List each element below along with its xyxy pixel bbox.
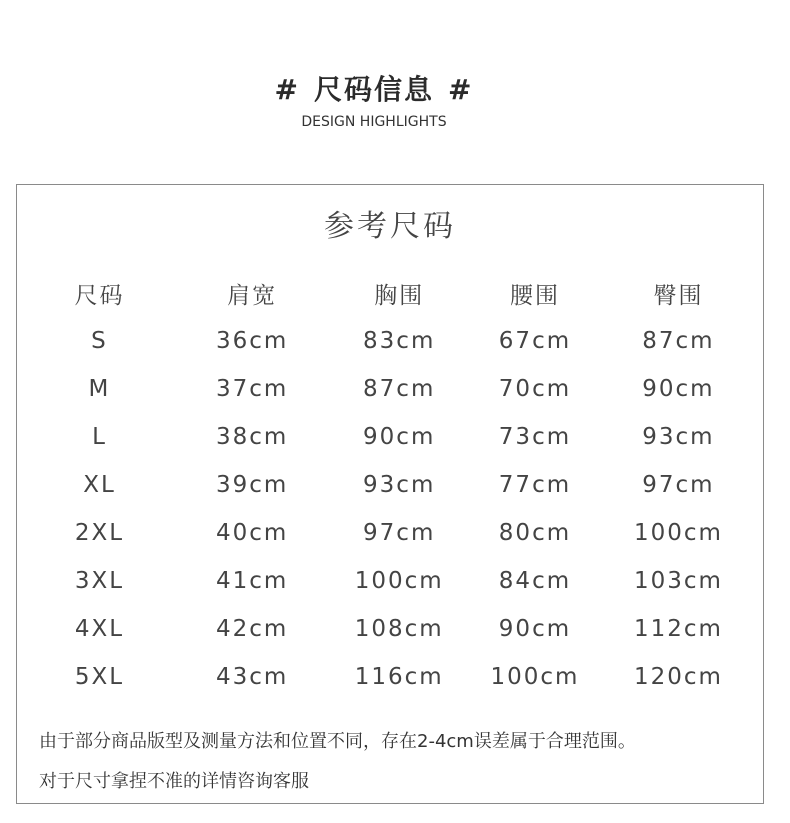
- hash-left-icon: #: [274, 73, 300, 106]
- hip-cell: 103cm: [633, 568, 723, 594]
- size-cell: S: [91, 328, 108, 354]
- chest-cell: 100cm: [354, 568, 444, 594]
- shoulder-cell: 38cm: [215, 424, 289, 450]
- section-title: [0, 70, 748, 110]
- size-table: [17, 269, 763, 701]
- waist-cell: 100cm: [490, 664, 580, 690]
- waist-cell: 80cm: [498, 520, 572, 546]
- customer-service-note: 对于尺寸拿捏不准的详情咨询客服: [39, 771, 309, 792]
- hip-cell: 100cm: [633, 520, 723, 546]
- size-cell: 2XL: [74, 520, 125, 546]
- chest-cell: 108cm: [354, 616, 444, 642]
- waist-cell: 67cm: [498, 328, 572, 354]
- section-header: [0, 70, 748, 132]
- waist-cell: 84cm: [498, 568, 572, 594]
- chest-cell: 90cm: [363, 424, 436, 450]
- chest-cell: 83cm: [363, 328, 436, 354]
- shoulder-cell: 36cm: [215, 328, 289, 354]
- hip-cell: 87cm: [642, 328, 715, 354]
- table-row: [17, 509, 763, 557]
- table-row: [17, 605, 763, 653]
- hip-cell: 112cm: [633, 616, 723, 642]
- hip-cell: 93cm: [642, 424, 715, 450]
- size-cell: XL: [83, 472, 116, 498]
- chest-cell: 87cm: [363, 376, 436, 402]
- size-cell: M: [88, 376, 111, 402]
- section-subtitle: DESIGN HIGHLIGHTS: [301, 114, 447, 130]
- waist-cell: 70cm: [498, 376, 572, 402]
- size-cell: 5XL: [74, 664, 125, 690]
- table-row: [17, 317, 763, 365]
- table-row: [17, 653, 763, 701]
- hip-cell: 90cm: [642, 376, 715, 402]
- size-chart-panel: [16, 184, 764, 804]
- section-title-text: 尺码信息: [313, 73, 434, 106]
- hash-right-icon: #: [448, 73, 474, 106]
- chest-cell: 97cm: [363, 520, 436, 546]
- shoulder-cell: 40cm: [215, 520, 289, 546]
- shoulder-cell: 41cm: [215, 568, 289, 594]
- waist-cell: 73cm: [498, 424, 572, 450]
- table-row: [17, 365, 763, 413]
- column-header-size: 尺码: [74, 282, 125, 309]
- size-cell: 3XL: [74, 568, 125, 594]
- table-row: [17, 413, 763, 461]
- size-chart-title: 参考尺码: [324, 209, 456, 244]
- column-header-chest: 胸围: [374, 282, 425, 309]
- chest-cell: 116cm: [354, 664, 444, 690]
- hip-cell: 97cm: [642, 472, 715, 498]
- size-cell: L: [92, 424, 107, 450]
- column-header-shoulder: 肩宽: [227, 282, 278, 309]
- table-row: [17, 461, 763, 509]
- hip-cell: 120cm: [633, 664, 723, 690]
- table-row: [17, 557, 763, 605]
- waist-cell: 77cm: [498, 472, 572, 498]
- waist-cell: 90cm: [498, 616, 572, 642]
- measurement-note: 由于部分商品版型及测量方法和位置不同，存在2-4cm误差属于合理范围。: [39, 731, 636, 752]
- shoulder-cell: 43cm: [215, 664, 289, 690]
- chest-cell: 93cm: [363, 472, 436, 498]
- table-header-row: [17, 269, 763, 317]
- column-header-hip: 臀围: [653, 282, 704, 309]
- shoulder-cell: 42cm: [215, 616, 289, 642]
- column-header-waist: 腰围: [509, 282, 560, 309]
- shoulder-cell: 39cm: [215, 472, 289, 498]
- size-cell: 4XL: [74, 616, 125, 642]
- shoulder-cell: 37cm: [215, 376, 289, 402]
